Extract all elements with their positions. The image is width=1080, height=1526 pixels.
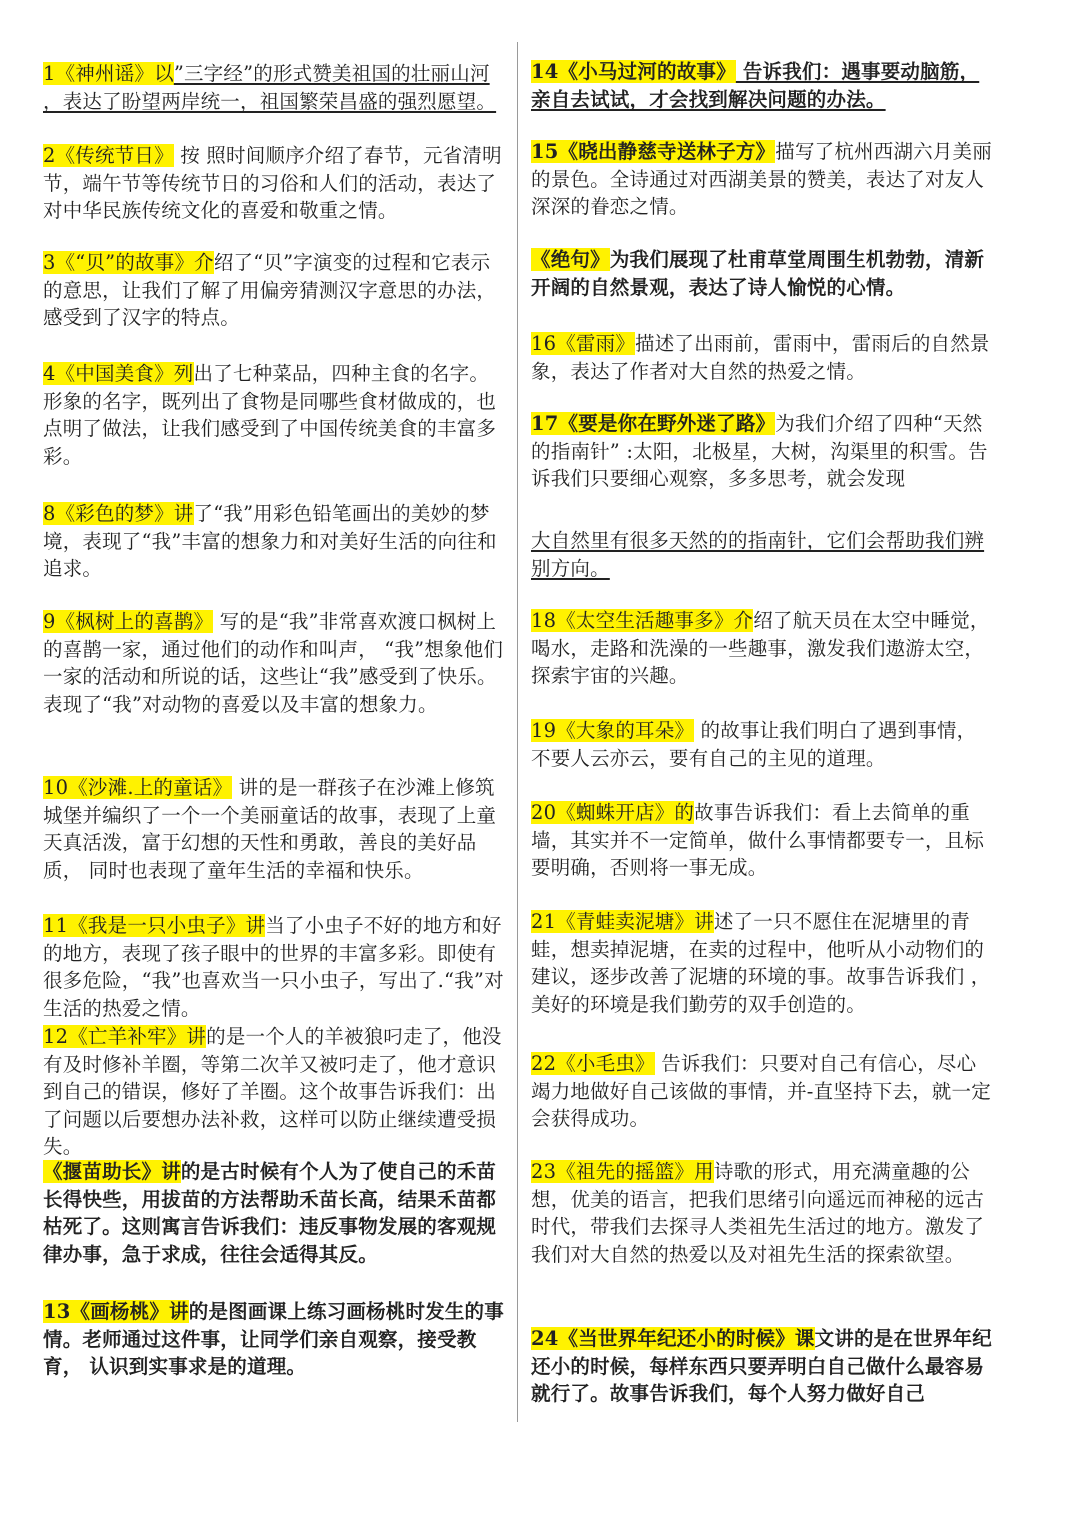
- entry-text: 写的是“我”非常喜欢渡口枫树上的喜鹊一家，通过他们的动作和叫声， “我”想象他们一家的活动和所说的话，这些让“我”感受到了快乐。表现了“我”对动物的喜爱以及丰富的想象力。: [43, 610, 504, 716]
- entry-text: 绍了“贝”字演变的过程和它表示的意思，让我们了解了用偏旁猜测汉字意思的办法，感受到了汉字的特点。: [43, 251, 497, 330]
- entry-title: 11《我是一只小虫子》讲: [43, 914, 266, 937]
- entry-title: 24《当世界年纪还小的时候》课: [531, 1327, 815, 1350]
- entry-title: 16《雷雨》: [531, 332, 636, 355]
- entry-16: [531, 330, 993, 385]
- entry-23: [531, 1158, 993, 1268]
- entry-title: 20《蜘蛛开店》的: [531, 801, 695, 824]
- entry-text: 绍了航天员在太空中睡觉，喝水，走路和洗澡的一些趣事，激发我们遨游太空，探索宇宙的兴趣。: [531, 609, 990, 688]
- entry-text: 告诉我们：遇事要动脑筋，亲自去试试，才会找到解决问题的办法。: [531, 60, 980, 111]
- entry-title: 21《青蛙卖泥塘》讲: [531, 910, 714, 933]
- entry-yamiao: [43, 1158, 508, 1268]
- entry-text: 讲的是一群孩子在沙滩上修筑城堡并编织了一个一个美丽童话的故事，表现了上童天真活泼，富于幻想的天性和勇敢，善良的美好品质， 同时也表现了童年生活的幸福和快乐。: [43, 776, 497, 882]
- entry-text: 述了一只不愿住在泥塘里的青蛙，想卖掉泥塘，在卖的过程中，他听从小动物们的建议，逐步改善了泥塘的环境的事。故事告诉我们 ，美好的环境是我们勤劳的双手创造的。: [531, 910, 991, 1016]
- entry-text: 出了七种菜品，四种主食的名字。形象的名字，既列出了食物是同哪些食材做成的，也点明了做法，让我们感受到了中国传统美食的丰富多彩。: [43, 362, 497, 468]
- entry-title: 23《祖先的摇篮》用: [531, 1160, 714, 1183]
- entry-title: 8《彩色的梦》讲: [43, 502, 194, 525]
- entry-20: [531, 799, 993, 882]
- entry-4: [43, 360, 508, 470]
- entry-text: 描写了杭州西湖六月美丽的景色。全诗通过对西湖美景的赞美，表达了对友人深深的眷恋之情。: [531, 140, 992, 219]
- entry-text: 大自然里有很多天然的的指南针，它们会帮助我们辨别方向。: [531, 529, 985, 580]
- entry-24: [531, 1325, 993, 1408]
- entry-title: 22《小毛虫》: [531, 1052, 655, 1075]
- entry-text: 文讲的是在世界年纪还小的时候，每样东西只要弄明白自己做什么最容易就行了。故事告诉我们，每个人努力做好自己: [531, 1327, 992, 1406]
- entry-title: 14《小马过河的故事》: [531, 60, 736, 83]
- entry-text: 描述了出雨前，雷雨中，雷雨后的自然景象，表达了作者对大自然的热爱之情。: [531, 332, 990, 383]
- entry-text: 故事告诉我们：看上去简单的重墙，其实并不一定简单，做什么事情都要专一，且标要明确，否则将一事无成。: [531, 801, 985, 880]
- entry-text: 按 照时间顺序介绍了春节，元省清明节，端午节等传统节日的习俗和人们的活动，表达了对中华民族传统文化的喜爱和敬重之情。: [43, 144, 502, 223]
- entry-title: 《揠苗助长》讲: [43, 1160, 181, 1183]
- entry-title: 《绝句》: [531, 248, 610, 271]
- entry-8: [43, 500, 508, 583]
- entry-18: [531, 607, 993, 690]
- entry-9: [43, 608, 508, 718]
- entry-22: [531, 1050, 993, 1133]
- entry-text: 当了小虫子不好的地方和好的地方，表现了孩子眼中的世界的丰富多彩。即使有很多危险，“我”也喜欢当一只小虫子，写出了.“我”对生活的热爱之情。: [43, 914, 504, 1020]
- entry-text: 为我们介绍了四种“天然的指南针” :太阳，北极星，大树，沟渠里的积雪。告诉我们只要细心观察，多多思考，就会发现: [531, 412, 988, 491]
- entry-1: [43, 60, 508, 115]
- entry-text: 诗歌的形式，用充满童趣的公想，优美的语言，把我们思绪引向遥远而神秘的远古时代，带我们去探寻人类祖先生活过的地方。激发了我们对大自然的热爱以及对祖先生活的探索欲望。: [531, 1160, 985, 1266]
- entry-title: 2《传统节日》: [43, 144, 174, 167]
- entry-text: 了“我”用彩色铅笔画出的美妙的梦境，表现了“我”丰富的想象力和对美好生活的向往和追求。: [43, 502, 497, 581]
- entry-text: 的故事让我们明白了遇到事情，不要人云亦云，要有自己的主见的道理。: [531, 719, 977, 770]
- entry-text: ”三字经”的形式赞美祖国的壮丽山河 ，表达了盼望两岸统一，祖国繁荣昌盛的强烈愿望。: [43, 62, 497, 113]
- entry-title: 18《太空生活趣事多》介: [531, 609, 754, 632]
- entry-title: 17《要是你在野外迷了路》: [531, 412, 776, 435]
- entry-title: 19《大象的耳朵》: [531, 719, 695, 742]
- entry-17: [531, 410, 993, 493]
- entry-title: 15《晓出静慈寺送林子方》: [531, 140, 776, 163]
- entry-title: 12《亡羊补牢》讲: [43, 1025, 207, 1048]
- column-divider: [517, 42, 518, 1422]
- entry-17-continued: [531, 527, 993, 582]
- entry-19: [531, 717, 993, 772]
- entry-text: 的是图画课上练习画杨桃时发生的事情。老师通过这件事，让同学们亲自观察，接受教育， 认识到实事求是的道理。: [43, 1300, 504, 1379]
- entry-title: 9《枫树上的喜鹊》: [43, 610, 214, 633]
- entry-11: [43, 912, 508, 1022]
- entry-title: 13《画杨桃》讲: [43, 1300, 189, 1323]
- entry-13: [43, 1298, 508, 1381]
- entry-2: [43, 142, 508, 225]
- entry-jueju: [531, 246, 993, 301]
- entry-text: 告诉我们：只要对自己有信心，尽心竭力地做好自己该做的事情，并-直坚持下去，就一定会获得成功。: [531, 1052, 991, 1131]
- entry-10: [43, 774, 508, 884]
- entry-14: [531, 58, 993, 113]
- entry-21: [531, 908, 993, 1018]
- entry-15: [531, 138, 993, 221]
- entry-text: 的是一个人的羊被狼叼走了，他没有及时修补羊圈，等第二次羊又被叼走了，他才意识到自己的错误，修好了羊圈。这个故事告诉我们：出了问题以后要想办法补救，这样可以防止继续遭受损失。: [43, 1025, 502, 1159]
- entry-text: 的是古时候有个人为了使自己的禾苗长得快些，用拔苗的方法帮助禾苗长高，结果禾苗都枯死了。这则寓言告诉我们：违反事物发展的客观规律办事，急于求成，往往会适得其反。: [43, 1160, 497, 1266]
- entry-text: 为我们展现了杜甫草堂周围生机勃勃，清新开阔的自然景观，表达了诗人愉悦的心情。: [531, 248, 985, 299]
- entry-title: 3《“贝”的故事》介: [43, 251, 214, 274]
- entry-12: [43, 1023, 508, 1161]
- entry-title: 1《神州谣》以: [43, 62, 174, 85]
- entry-title: 10《沙滩.上的童话》: [43, 776, 233, 799]
- entry-title: 4《中国美食》列: [43, 362, 194, 385]
- entry-3: [43, 249, 508, 332]
